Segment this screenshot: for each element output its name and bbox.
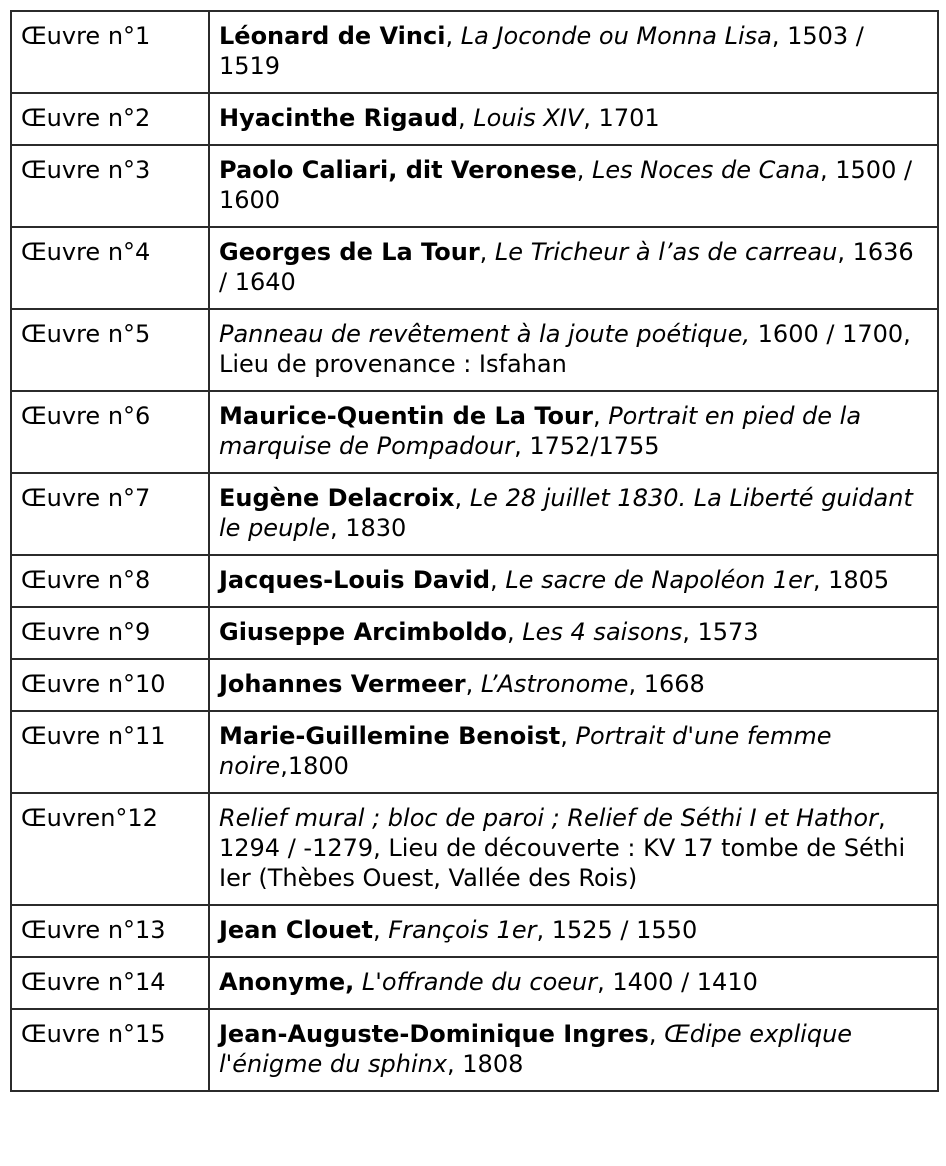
work-details: , 1830 xyxy=(329,514,407,542)
work-description xyxy=(209,793,938,905)
table-row xyxy=(11,473,938,555)
table-row xyxy=(11,711,938,793)
work-details: , 1294 / -1279, Lieu de découverte : KV 17 tombe de Séthi Ier (Thèbes Ouest, Vallée des Rois) xyxy=(219,804,906,892)
separator: , xyxy=(373,916,389,944)
work-details: , 1573 xyxy=(682,618,759,646)
table-row xyxy=(11,793,938,905)
work-title: Le sacre de Napoléon 1er xyxy=(505,566,813,594)
table-row xyxy=(11,607,938,659)
work-description xyxy=(209,93,938,145)
artist-name: Eugène Delacroix xyxy=(219,484,455,512)
work-number: Œuvre n°4 xyxy=(11,227,209,309)
artist-name: Anonyme, xyxy=(219,968,355,996)
table-row xyxy=(11,1009,938,1091)
artist-name: Hyacinthe Rigaud xyxy=(219,104,459,132)
work-number: Œuvre n°8 xyxy=(11,555,209,607)
artist-name: Jacques-Louis David xyxy=(219,566,491,594)
work-description xyxy=(209,473,938,555)
work-title: Relief mural ; bloc de paroi ; Relief de Séthi I et Hathor xyxy=(219,804,878,832)
work-details: , 1503 / 1519 xyxy=(219,22,864,80)
work-details: , 1805 xyxy=(812,566,890,594)
work-description xyxy=(209,905,938,957)
work-number: Œuvre n°1 xyxy=(11,11,209,93)
work-details: , 1400 / 1410 xyxy=(597,968,758,996)
work-details: , 1500 / 1600 xyxy=(219,156,913,214)
table-row xyxy=(11,957,938,1009)
separator: , xyxy=(490,566,506,594)
work-number: Œuvre n°10 xyxy=(11,659,209,711)
work-title: Le Tricheur à l’as de carreau xyxy=(494,238,838,266)
separator: , xyxy=(576,156,592,184)
table-row xyxy=(11,309,938,391)
separator xyxy=(354,968,362,996)
work-details: , 1525 / 1550 xyxy=(536,916,698,944)
work-description xyxy=(209,607,938,659)
work-details: 1600 / 1700, Lieu de provenance : Isfahan xyxy=(219,320,911,378)
artist-name: Giuseppe Arcimboldo xyxy=(219,618,507,646)
separator: , xyxy=(479,238,495,266)
work-number: Œuvre n°3 xyxy=(11,145,209,227)
table-row xyxy=(11,11,938,93)
work-details: , 1752/1755 xyxy=(514,432,660,460)
work-number: Œuvre n°11 xyxy=(11,711,209,793)
work-description xyxy=(209,555,938,607)
table-row xyxy=(11,93,938,145)
work-title: Panneau de revêtement à la joute poétique, xyxy=(219,320,751,348)
work-details: ,1800 xyxy=(280,752,349,780)
artist-name: Maurice-Quentin de La Tour xyxy=(219,402,593,430)
work-number: Œuvre n°7 xyxy=(11,473,209,555)
separator: , xyxy=(445,22,461,50)
artist-name: Georges de La Tour xyxy=(219,238,480,266)
table-row xyxy=(11,905,938,957)
work-number: Œuvre n°6 xyxy=(11,391,209,473)
work-details: , 1636 / 1640 xyxy=(219,238,914,296)
work-number: Œuvre n°9 xyxy=(11,607,209,659)
work-description xyxy=(209,11,938,93)
table-row xyxy=(11,659,938,711)
work-title: Les 4 saisons xyxy=(522,618,683,646)
work-number: Œuvre n°5 xyxy=(11,309,209,391)
work-title: La Joconde ou Monna Lisa xyxy=(460,22,772,50)
work-description xyxy=(209,659,938,711)
table-row xyxy=(11,227,938,309)
work-title: Portrait en pied de la marquise de Pompadour xyxy=(219,402,862,460)
work-title: Le 28 juillet 1830. La Liberté guidant le peuple xyxy=(219,484,913,542)
work-number: Œuvre n°14 xyxy=(11,957,209,1009)
work-number: Œuvre n°15 xyxy=(11,1009,209,1091)
work-title: L’Astronome xyxy=(480,670,629,698)
work-details: , 1668 xyxy=(628,670,705,698)
work-description xyxy=(209,1009,938,1091)
separator: , xyxy=(648,1020,665,1048)
work-description xyxy=(209,391,938,473)
table-row xyxy=(11,391,938,473)
work-title: Louis XIV xyxy=(473,104,584,132)
work-title: Œdipe explique l'énigme du sphinx xyxy=(219,1020,853,1078)
work-details: , 1701 xyxy=(583,104,660,132)
work-title: L'offrande du coeur xyxy=(361,968,598,996)
separator: , xyxy=(458,104,474,132)
work-description xyxy=(209,957,938,1009)
works-table xyxy=(10,10,939,1092)
artist-name: Jean Clouet xyxy=(219,916,374,944)
separator: , xyxy=(465,670,481,698)
artist-name: Paolo Caliari, dit Veronese xyxy=(219,156,577,184)
table-row xyxy=(11,555,938,607)
separator: , xyxy=(454,484,470,512)
artist-name: Marie-Guillemine Benoist xyxy=(219,722,561,750)
work-description xyxy=(209,309,938,391)
work-number: Œuvre n°13 xyxy=(11,905,209,957)
separator: , xyxy=(560,722,576,750)
separator: , xyxy=(507,618,523,646)
separator: , xyxy=(592,402,609,430)
work-number: Œuvre n°2 xyxy=(11,93,209,145)
work-title: Portrait d'une femme noire xyxy=(219,722,832,780)
work-description xyxy=(209,711,938,793)
artist-name: Léonard de Vinci xyxy=(219,22,446,50)
artist-name: Johannes Vermeer xyxy=(219,670,466,698)
work-description xyxy=(209,145,938,227)
work-details: , 1808 xyxy=(447,1050,524,1078)
work-number: Œuvren°12 xyxy=(11,793,209,905)
work-title: Les Noces de Cana xyxy=(591,156,820,184)
table-row xyxy=(11,145,938,227)
work-title: François 1er xyxy=(388,916,537,944)
artist-name: Jean-Auguste-Dominique Ingres xyxy=(219,1020,649,1048)
work-description xyxy=(209,227,938,309)
